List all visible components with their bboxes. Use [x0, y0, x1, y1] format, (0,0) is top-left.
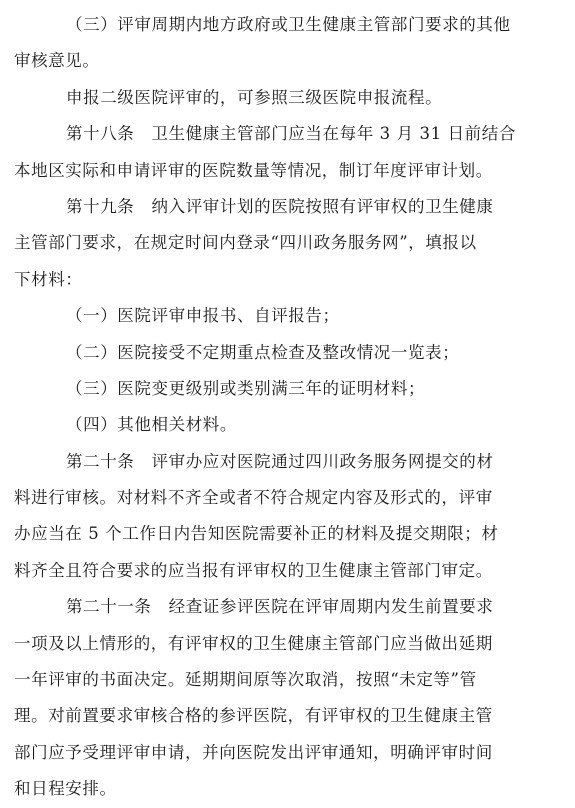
article-18-line: 第十八条 卫生健康主管部门应当在每年 3 月 31 日前结合 — [66, 124, 516, 144]
paragraph-line: 办应当在 5 个工作日内告知医院需要补正的材料及提交期限；材 — [14, 524, 499, 544]
list-item: （二）医院接受不定期重点检查及整改情况一览表； — [66, 342, 460, 362]
paragraph-line: 一项及以上情形的，有评审权的卫生健康主管部门应当做出延期 — [14, 633, 493, 653]
paragraph-line: 理。对前置要求审核合格的参评医院，有评审权的卫生健康主管 — [14, 706, 493, 726]
paragraph-line: 本地区实际和申请评审的医院数量等情况，制订年度评审计划。 — [14, 160, 493, 180]
article-21-line: 第二十一条 经查证参评医院在评审周期内发生前置要求 — [66, 597, 494, 617]
paragraph-line: （三）评审周期内地方政府或卫生健康主管部门要求的其他 — [66, 15, 511, 34]
article-19-line: 第十九条 纳入评审计划的医院按照有评审权的卫生健康 — [66, 196, 494, 216]
article-20-line: 第二十条 评审办应对医院通过四川政务服务网提交的材 — [66, 451, 494, 471]
list-item: （四）其他相关材料。 — [66, 415, 237, 435]
paragraph-line: 申报二级医院评审的，可参照三级医院申报流程。 — [66, 87, 443, 107]
paragraph-line: 下材料： — [14, 269, 83, 289]
list-item: （三）医院变更级别或类别满三年的证明材料； — [66, 378, 426, 398]
paragraph-line: 料进行审核。对材料不齐全或者不符合规定内容及形式的，评审 — [14, 488, 493, 508]
paragraph-line: 部门应予受理评审申请，并向医院发出评审通知，明确评审时间 — [14, 742, 493, 762]
paragraph-line: 审核意见。 — [14, 51, 100, 71]
list-item: （一）医院评审申报书、自评报告； — [66, 306, 340, 326]
paragraph-line: 和日程安排。 — [14, 779, 117, 799]
paragraph-line: 一年评审的书面决定。延期期间原等次取消，按照“未定等”管 — [14, 670, 477, 690]
paragraph-line: 料齐全且符合要求的应当报有评审权的卫生健康主管部门审定。 — [14, 560, 493, 580]
paragraph-line: 主管部门要求，在规定时间内登录“四川政务服务网”，填报以 — [14, 233, 477, 253]
